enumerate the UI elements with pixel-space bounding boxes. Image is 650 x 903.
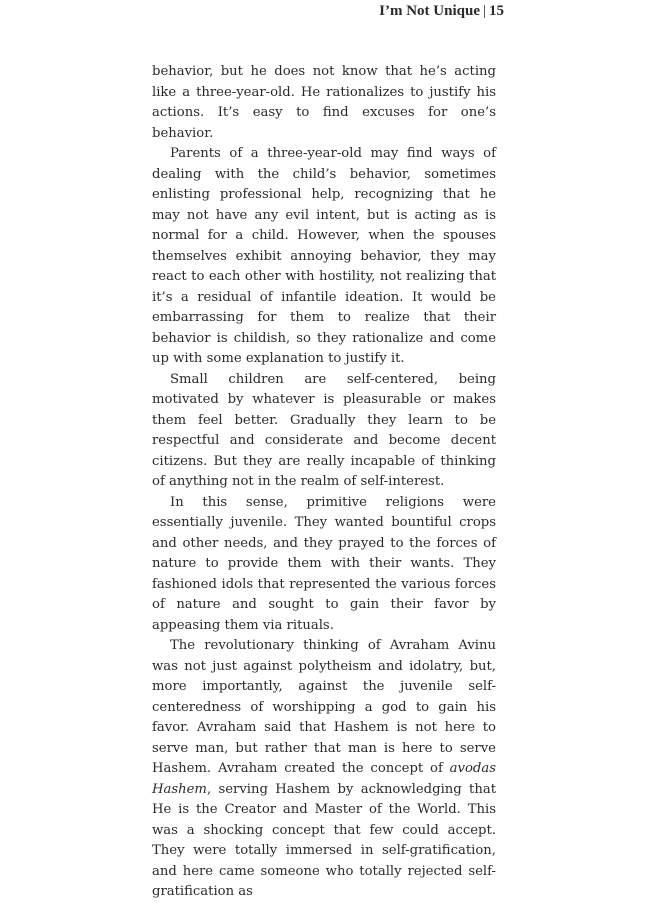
- paragraph-5: [152, 636, 496, 903]
- paragraph-1: behavior, but he does not know that he’s acting like a three-year-old. He rationalizes to justify his actions. It’s easy to find excuses for one’s behavior.: [152, 64, 496, 141]
- page-number: 15: [489, 3, 504, 19]
- running-head-separator: |: [482, 3, 486, 19]
- body-text: [152, 62, 496, 903]
- running-head: [379, 1, 504, 21]
- paragraph-4: In this sense, primitive religions were essentially juvenile. They wanted bountiful crops and other needs, and they prayed to the forces of nature to provide them with their wants. They fashioned idols that represented the various forces of nature and sought to gain their favor by appeasing them via rituals.: [152, 494, 496, 633]
- paragraph-5-italic-term: avodas Hashem: [152, 761, 496, 797]
- paragraph-2: Parents of a three-year-old may find ways of dealing with the child’s behavior, sometimes enlisting professional help, recognizing that he may not have any evil intent, but is acting as is normal for a child. However, when the spouses themselves exhibit annoying behavior, they may react to each other with hostility, not realizing that it’s a residual of infantile ideation. It would be embarrassing for them to realize that their behavior is childish, so they rationalize and come up with some explanation to justify it.: [152, 146, 496, 366]
- running-head-title: I’m Not Unique: [379, 3, 480, 19]
- paragraph-5-text-a: The revolutionary thinking of Avraham Avinu was not just against polytheism and idolatry, but, more importantly, against the juvenile self-centeredness of worshipping a god to gain his favor. Avraham said that Hashem is not here to serve man, but rather that man is here to serve Hashem. Avraham created the concept of: [152, 638, 496, 776]
- paragraph-5-text-b: , serving Hashem by acknowledging that He is the Creator and Master of the World. This was a shocking concept that few could accept. They were totally immersed in self-gratification, and here came someone who totally rejected self-gratification as: [152, 781, 496, 899]
- paragraph-3: Small children are self-centered, being motivated by whatever is pleasurable or makes them feel better. Gradually they learn to be respectful and considerate and become decent citizens. But they are really incapable of thinking of anything not in the realm of self-interest.: [152, 371, 496, 489]
